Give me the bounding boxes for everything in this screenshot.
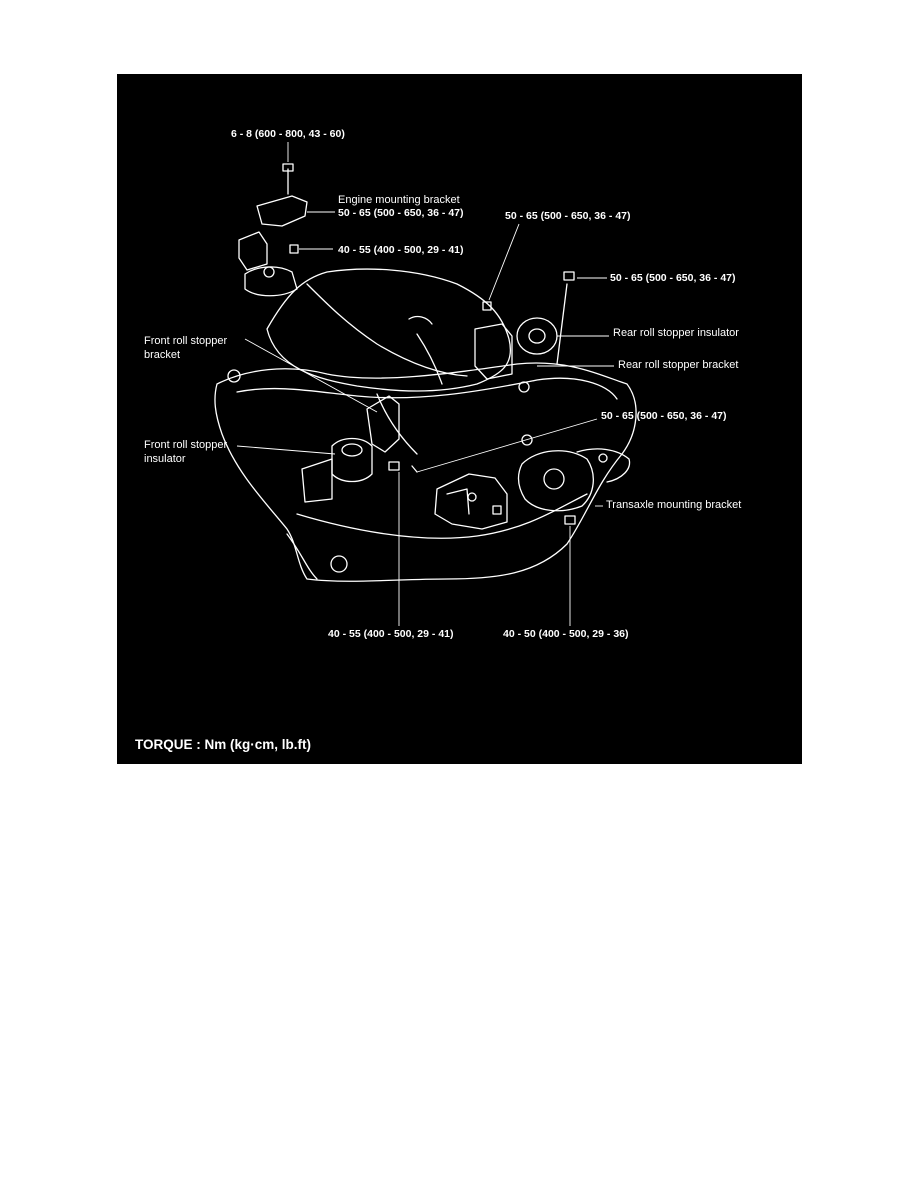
subframe-front-arm [287, 534, 317, 579]
torque-front-lower-bolt: 40 - 55 (400 - 500, 29 - 41) [328, 628, 454, 640]
subframe-lower-rail [297, 494, 587, 538]
torque-unit-note: TORQUE : Nm (kg·cm, lb.ft) [135, 737, 312, 752]
torque-front-stopper-bolt: 50 - 65 (500 - 650, 36 - 47) [601, 410, 727, 422]
rear-roll-stopper-insulator [517, 318, 557, 354]
engine-mount-insulator [239, 232, 267, 270]
insulator-bore [342, 444, 362, 456]
bolt-hole [468, 493, 476, 501]
nut [290, 245, 298, 253]
torque-top-bolt: 6 - 8 (600 - 800, 43 - 60) [231, 128, 345, 140]
front-roll-stopper-bracket [367, 396, 399, 452]
bolt-shaft [412, 466, 417, 472]
bolt-head [389, 462, 399, 470]
label-rear-roll-stopper-insulator: Rear roll stopper insulator [613, 327, 739, 339]
engine-mounting-bracket [257, 196, 307, 226]
transaxle-mounting-bracket [519, 451, 594, 511]
torque-engine-insulator-nut: 40 - 55 (400 - 500, 29 - 41) [338, 244, 464, 256]
label-rear-roll-stopper-bracket: Rear roll stopper bracket [618, 359, 739, 371]
label-front-roll-stopper-bracket-line1: Front roll stopper [144, 335, 228, 347]
label-transaxle-mounting-bracket: Transaxle mounting bracket [606, 499, 742, 511]
leader-line [245, 339, 377, 412]
rear-roll-stopper-insulator-core [529, 329, 545, 343]
leader-line [417, 419, 597, 472]
label-front-roll-stopper-insulator-line2: insulator [144, 453, 186, 465]
subframe-hole [331, 556, 347, 572]
subframe-inner-edge [237, 378, 617, 399]
leader-line [237, 446, 335, 454]
torque-rear-bracket-bolt-upper: 50 - 65 (500 - 650, 36 - 47) [505, 210, 631, 222]
label-front-roll-stopper-insulator-line1: Front roll stopper [144, 439, 228, 451]
engine-mount-stud [264, 267, 274, 277]
bolt-head [565, 516, 575, 524]
front-roll-stopper-insulator [332, 439, 372, 482]
engine-mount-base [245, 267, 297, 296]
bolt-hole [599, 454, 607, 462]
mounting-diagram [117, 74, 802, 764]
torque-transaxle-bolt: 40 - 50 (400 - 500, 29 - 36) [503, 628, 629, 640]
engine-body-contour [307, 284, 467, 376]
leader-line [489, 224, 519, 300]
front-roll-stopper-base [302, 459, 332, 502]
subframe-outline [215, 363, 636, 581]
bolt-head [493, 506, 501, 514]
label-front-roll-stopper-bracket-line2: bracket [144, 349, 181, 361]
label-engine-mounting-bracket: Engine mounting bracket [338, 194, 460, 206]
torque-engine-bracket-bolt: 50 - 65 (500 - 650, 36 - 47) [338, 207, 464, 219]
bolt-shaft [557, 284, 567, 364]
center-bracket-detail [447, 489, 469, 514]
roll-stopper-stalk [409, 317, 432, 324]
bolt-head [564, 272, 574, 280]
torque-rear-insulator-bolt: 50 - 65 (500 - 650, 36 - 47) [610, 272, 736, 284]
transaxle-insulator [544, 469, 564, 489]
engine-body-outline [267, 269, 510, 391]
subframe-hole [519, 382, 529, 392]
